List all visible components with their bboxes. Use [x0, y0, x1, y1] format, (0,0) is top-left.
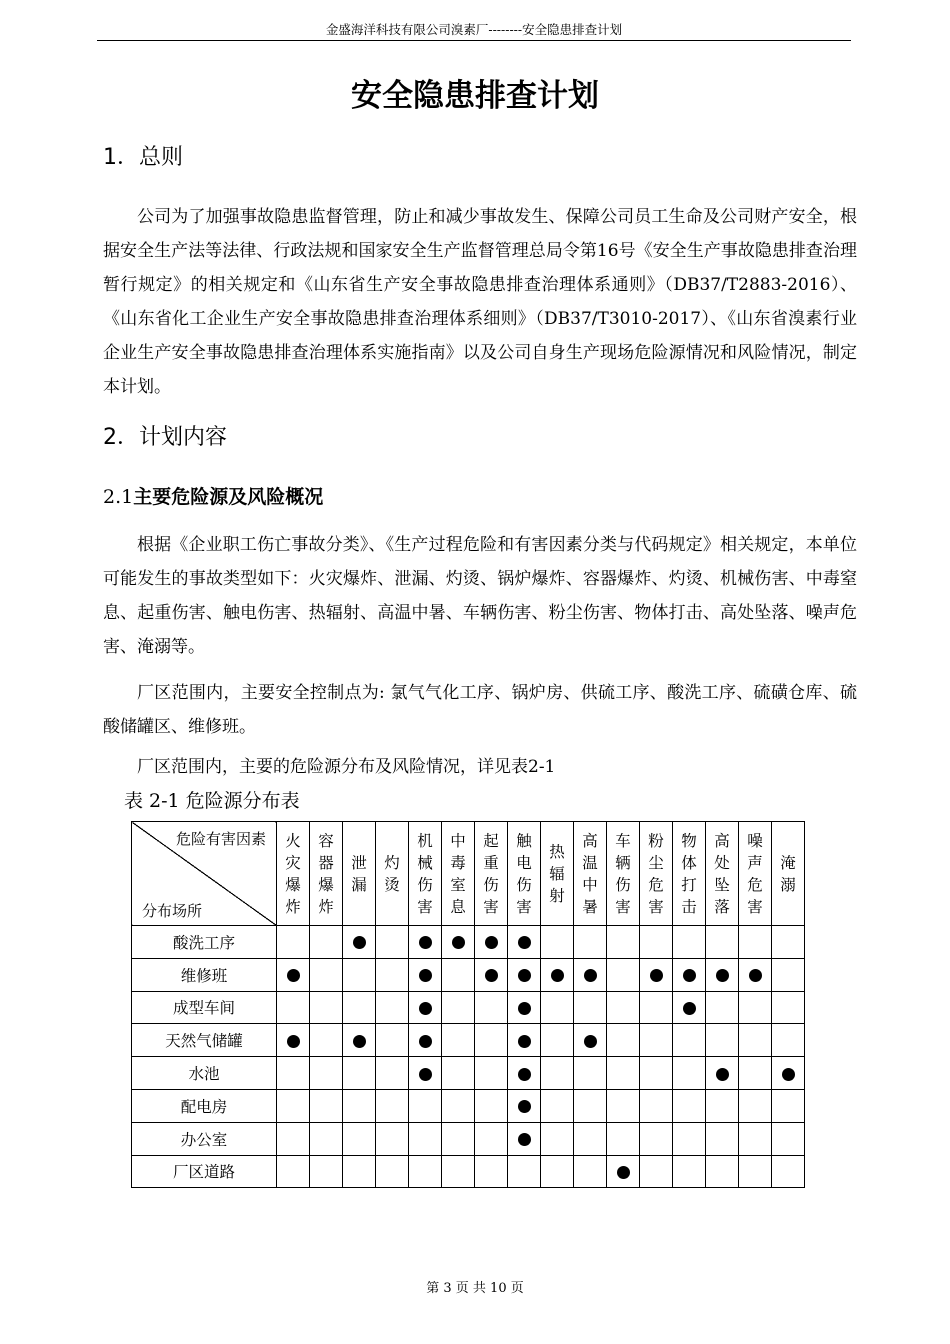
hazard-cell	[706, 1122, 739, 1155]
hazard-cell	[310, 958, 343, 991]
hazard-cell	[739, 926, 772, 959]
hazard-header-cell	[706, 822, 739, 926]
hazard-cell	[277, 958, 310, 991]
hazard-cell	[574, 958, 607, 991]
hazard-cell	[574, 1155, 607, 1188]
hazard-cell	[475, 1122, 508, 1155]
hazard-cell	[442, 1057, 475, 1090]
bullet-mark-icon	[518, 1100, 531, 1113]
bullet-mark-icon	[518, 1068, 531, 1081]
hazard-cell	[343, 991, 376, 1024]
place-cell: 厂区道路	[132, 1155, 277, 1188]
hazard-cell	[475, 1155, 508, 1188]
table-corner-cell	[132, 822, 277, 926]
hazard-label: 高处坠落	[714, 831, 730, 916]
document-title: 安全隐患排查计划	[351, 78, 599, 114]
hazard-cell	[475, 958, 508, 991]
bullet-mark-icon	[485, 969, 498, 982]
table-body	[132, 926, 805, 1188]
hazard-cell	[574, 1089, 607, 1122]
hazard-cell	[475, 926, 508, 959]
hazard-cell	[574, 1057, 607, 1090]
bullet-mark-icon	[551, 969, 564, 982]
hazard-cell	[508, 1057, 541, 1090]
hazard-label: 粉尘危害	[648, 831, 664, 916]
bullet-mark-icon	[452, 936, 465, 949]
hazard-distribution-table	[131, 821, 805, 1188]
hazard-cell	[343, 1122, 376, 1155]
bullet-mark-icon	[287, 969, 300, 982]
hazard-cell	[376, 958, 409, 991]
hazard-cell	[772, 926, 805, 959]
hazard-cell	[706, 926, 739, 959]
hazard-cell	[376, 926, 409, 959]
hazard-cell	[277, 1155, 310, 1188]
hazard-cell	[706, 1057, 739, 1090]
place-cell: 水池	[132, 1057, 277, 1090]
hazard-cell	[772, 1122, 805, 1155]
paragraph-accident-types: 根据《企业职工伤亡事故分类》、《生产过程危险和有害因素分类与代码规定》相关规定，本单位可能发生的事故类型如下：火灾爆炸、泄漏、灼烫、锅炉爆炸、容器爆炸、灼烫、机械伤害、中毒窒息、起重伤害、触电伤害、热辐射、高温中暑、车辆伤害、粉尘伤害、物体打击、高处坠落、噪声危害、淹溺等。	[103, 535, 857, 657]
hazard-header-cell	[739, 822, 772, 926]
hazard-cell	[442, 1155, 475, 1188]
bullet-mark-icon	[518, 1133, 531, 1146]
hazard-cell	[409, 1155, 442, 1188]
hazard-cell	[310, 1122, 343, 1155]
hazard-cell	[640, 1057, 673, 1090]
hazard-cell	[673, 1024, 706, 1057]
table-row	[132, 1155, 805, 1188]
section-1-heading: 1．总则	[103, 145, 183, 170]
hazard-cell	[640, 958, 673, 991]
bullet-mark-icon	[419, 1002, 432, 1015]
hazard-cell	[442, 926, 475, 959]
hazard-cell	[541, 1122, 574, 1155]
hazard-cell	[343, 1024, 376, 1057]
hazard-cell	[376, 1155, 409, 1188]
hazard-cell	[640, 1122, 673, 1155]
hazard-cell	[772, 1089, 805, 1122]
hazard-cell	[409, 926, 442, 959]
hazard-cell	[409, 991, 442, 1024]
bullet-mark-icon	[782, 1068, 795, 1081]
hazard-cell	[508, 991, 541, 1024]
hazard-cell	[376, 1024, 409, 1057]
bullet-mark-icon	[419, 1035, 432, 1048]
page-header: 金盛海洋科技有限公司溴素厂--------安全隐患排查计划	[97, 22, 851, 41]
bullet-mark-icon	[419, 969, 432, 982]
hazard-cell	[673, 1089, 706, 1122]
bullet-mark-icon	[617, 1166, 630, 1179]
hazard-header-cell	[541, 822, 574, 926]
hazard-cell	[541, 926, 574, 959]
hazard-cell	[343, 1155, 376, 1188]
hazard-cell	[508, 926, 541, 959]
hazard-label: 物体打击	[681, 831, 697, 916]
hazard-cell	[442, 958, 475, 991]
hazard-label: 热辐射	[549, 842, 565, 905]
hazard-cell	[508, 1155, 541, 1188]
table-caption: 表 2-1 危险源分布表	[124, 790, 300, 812]
hazard-cell	[541, 1024, 574, 1057]
hazard-header-cell	[508, 822, 541, 926]
section-2-heading: 2．计划内容	[103, 425, 227, 450]
hazard-cell	[640, 1155, 673, 1188]
hazard-cell	[739, 1057, 772, 1090]
bullet-mark-icon	[584, 1035, 597, 1048]
place-cell: 成型车间	[132, 991, 277, 1024]
hazard-cell	[310, 1024, 343, 1057]
hazard-label: 淹溺	[780, 853, 796, 894]
hazard-cell	[343, 1089, 376, 1122]
hazard-cell	[739, 1122, 772, 1155]
hazard-cell	[607, 1024, 640, 1057]
hazard-cell	[508, 958, 541, 991]
hazard-cell	[541, 1155, 574, 1188]
hazard-label: 中毒室息	[450, 831, 466, 916]
hazard-cell	[376, 991, 409, 1024]
hazard-header-cell	[772, 822, 805, 926]
hazard-cell	[475, 1024, 508, 1057]
hazard-cell	[277, 1057, 310, 1090]
hazard-cell	[508, 1024, 541, 1057]
hazard-cell	[607, 926, 640, 959]
place-cell: 办公室	[132, 1122, 277, 1155]
hazard-cell	[673, 1122, 706, 1155]
hazard-header-cell	[607, 822, 640, 926]
bullet-mark-icon	[518, 1035, 531, 1048]
bullet-mark-icon	[518, 936, 531, 949]
hazard-header-cell	[310, 822, 343, 926]
table-row	[132, 991, 805, 1024]
hazard-label: 高温中暑	[582, 831, 598, 916]
hazard-label: 火灾爆炸	[285, 831, 301, 916]
hazard-cell	[739, 1089, 772, 1122]
bullet-mark-icon	[650, 969, 663, 982]
hazard-cell	[310, 926, 343, 959]
hazard-cell	[277, 1089, 310, 1122]
hazard-cell	[541, 1057, 574, 1090]
hazard-cell	[706, 991, 739, 1024]
hazard-cell	[739, 1155, 772, 1188]
bullet-mark-icon	[287, 1035, 300, 1048]
hazard-cell	[772, 1155, 805, 1188]
bullet-mark-icon	[419, 936, 432, 949]
hazard-header-cell	[343, 822, 376, 926]
hazard-cell	[739, 958, 772, 991]
hazard-cell	[772, 991, 805, 1024]
table-row	[132, 1122, 805, 1155]
hazard-cell	[574, 1122, 607, 1155]
hazard-cell	[673, 926, 706, 959]
bullet-mark-icon	[749, 969, 762, 982]
bullet-mark-icon	[419, 1068, 432, 1081]
hazard-cell	[409, 958, 442, 991]
table-row	[132, 1024, 805, 1057]
bullet-mark-icon	[518, 969, 531, 982]
table-header-row	[132, 822, 805, 926]
hazard-cell	[673, 1155, 706, 1188]
hazard-cell	[310, 1089, 343, 1122]
hazard-label: 机械伤害	[417, 831, 433, 916]
hazard-cell	[673, 991, 706, 1024]
hazard-cell	[772, 1024, 805, 1057]
hazard-label: 车辆伤害	[615, 831, 631, 916]
table-row	[132, 958, 805, 991]
hazard-cell	[739, 1024, 772, 1057]
hazard-cell	[376, 1122, 409, 1155]
hazard-header-cell	[409, 822, 442, 926]
bullet-mark-icon	[683, 1002, 696, 1015]
subsection-title: 主要危险源及风险概况	[133, 486, 324, 508]
page-footer: 第 3 页 共 10 页	[426, 1281, 524, 1296]
bullet-mark-icon	[716, 1068, 729, 1081]
bullet-mark-icon	[683, 969, 696, 982]
hazard-cell	[442, 1122, 475, 1155]
hazard-header-cell	[277, 822, 310, 926]
hazard-cell	[541, 958, 574, 991]
corner-label-places: 分布场所	[142, 902, 203, 920]
place-cell: 维修班	[132, 958, 277, 991]
hazard-cell	[508, 1089, 541, 1122]
hazard-cell	[277, 1024, 310, 1057]
table-row	[132, 1089, 805, 1122]
hazard-cell	[607, 1122, 640, 1155]
section-1-paragraph: 公司为了加强事故隐患监督管理，防止和减少事故发生、保障公司员工生命及公司财产安全，根据安全生产法等法律、行政法规和国家安全生产监督管理总局令第16号《安全生产事故隐患排查治理暂行规定》的相关规定和《山东省生产安全事故隐患排查治理体系通则》（DB37/T2883-2016）、《山东省化工企业生产安全事故隐患排查治理体系细则》（DB37/T3010-2017）、《山东省溴素行业企业生产安全事故隐患排查治理体系实施指南》以及公司自身生产现场危险源情况和风险情况，制定本计划。	[103, 207, 857, 397]
hazard-cell	[277, 926, 310, 959]
hazard-header-cell	[673, 822, 706, 926]
hazard-cell	[376, 1089, 409, 1122]
hazard-cell	[706, 1024, 739, 1057]
hazard-cell	[574, 1024, 607, 1057]
place-cell: 天然气储罐	[132, 1024, 277, 1057]
hazard-cell	[475, 1057, 508, 1090]
hazard-cell	[409, 1089, 442, 1122]
hazard-header-cell	[475, 822, 508, 926]
hazard-cell	[607, 991, 640, 1024]
paragraph-table-reference: 厂区范围内，主要的危险源分布及风险情况，详见表2-1	[137, 757, 556, 777]
hazard-label: 容器爆炸	[318, 831, 334, 916]
hazard-cell	[772, 1057, 805, 1090]
hazard-cell	[607, 1155, 640, 1188]
hazard-cell	[772, 958, 805, 991]
bullet-mark-icon	[485, 936, 498, 949]
bullet-mark-icon	[716, 969, 729, 982]
hazard-cell	[442, 991, 475, 1024]
hazard-cell	[673, 1057, 706, 1090]
table-row	[132, 1057, 805, 1090]
hazard-cell	[310, 991, 343, 1024]
hazard-cell	[409, 1122, 442, 1155]
hazard-cell	[475, 991, 508, 1024]
subsection-number: 2.1	[103, 486, 134, 508]
hazard-cell	[343, 1057, 376, 1090]
hazard-label: 起重伤害	[483, 831, 499, 916]
hazard-cell	[640, 926, 673, 959]
hazard-cell	[640, 991, 673, 1024]
hazard-label: 泄漏	[351, 853, 367, 894]
hazard-cell	[574, 991, 607, 1024]
hazard-cell	[739, 991, 772, 1024]
paragraph-control-points: 厂区范围内，主要安全控制点为: 氯气气化工序、锅炉房、供硫工序、酸洗工序、硫磺仓库、硫酸储罐区、维修班。	[103, 683, 857, 737]
corner-label-hazards: 危险有害因素	[175, 830, 266, 848]
hazard-cell	[706, 958, 739, 991]
hazard-cell	[607, 1057, 640, 1090]
hazard-cell	[310, 1057, 343, 1090]
hazard-cell	[706, 1089, 739, 1122]
hazard-cell	[310, 1155, 343, 1188]
hazard-cell	[409, 1057, 442, 1090]
hazard-cell	[574, 926, 607, 959]
hazard-cell	[607, 958, 640, 991]
hazard-cell	[508, 1122, 541, 1155]
hazard-cell	[277, 1122, 310, 1155]
bullet-mark-icon	[584, 969, 597, 982]
table-row	[132, 926, 805, 959]
hazard-cell	[541, 991, 574, 1024]
hazard-cell	[442, 1024, 475, 1057]
hazard-cell	[475, 1089, 508, 1122]
hazard-header-cell	[442, 822, 475, 926]
hazard-cell	[706, 1155, 739, 1188]
hazard-label: 触电伤害	[516, 831, 532, 916]
hazard-cell	[376, 1057, 409, 1090]
hazard-cell	[673, 958, 706, 991]
hazard-cell	[640, 1089, 673, 1122]
hazard-cell	[277, 991, 310, 1024]
hazard-cell	[640, 1024, 673, 1057]
hazard-label: 噪声危害	[747, 831, 763, 916]
place-cell: 酸洗工序	[132, 926, 277, 959]
hazard-header-cell	[376, 822, 409, 926]
bullet-mark-icon	[353, 936, 366, 949]
bullet-mark-icon	[353, 1035, 366, 1048]
subsection-2-1-heading	[103, 482, 323, 512]
place-cell: 配电房	[132, 1089, 277, 1122]
hazard-cell	[343, 926, 376, 959]
hazard-cell	[607, 1089, 640, 1122]
hazard-header-cell	[574, 822, 607, 926]
hazard-header-cell	[640, 822, 673, 926]
hazard-cell	[442, 1089, 475, 1122]
hazard-label: 灼烫	[384, 853, 400, 894]
hazard-cell	[409, 1024, 442, 1057]
hazard-cell	[541, 1089, 574, 1122]
bullet-mark-icon	[518, 1002, 531, 1015]
hazard-cell	[343, 958, 376, 991]
